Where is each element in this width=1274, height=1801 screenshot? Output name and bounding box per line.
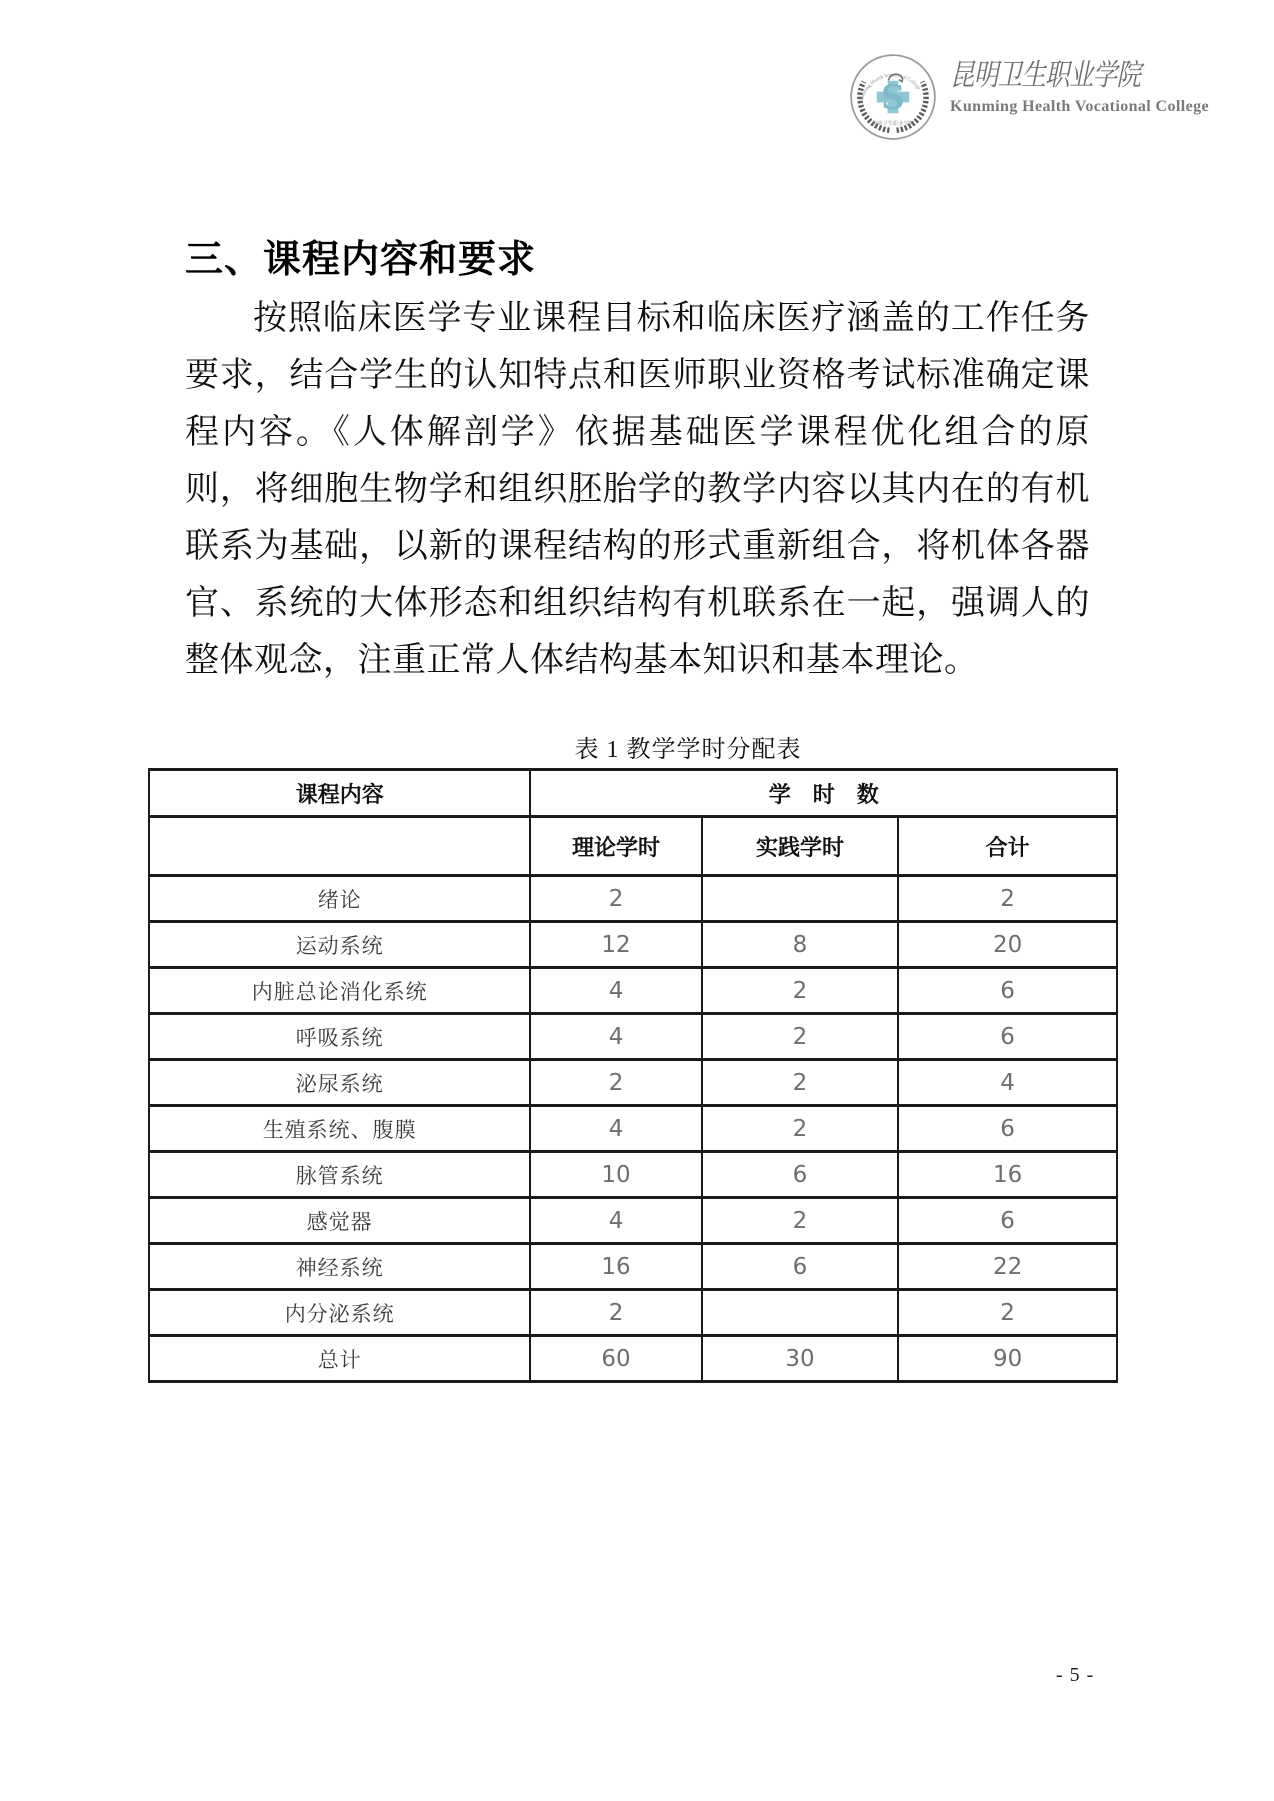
cell-total: 22: [898, 1244, 1117, 1290]
cell-course: 泌尿系统: [149, 1060, 530, 1106]
seal-arc-text: Kunming Health Vocational College: [859, 73, 921, 103]
cell-practice: 6: [702, 1152, 899, 1198]
cell-theory: 4: [530, 968, 701, 1014]
cell-practice: 2: [702, 1198, 899, 1244]
table-header-row-1: [149, 770, 1117, 817]
cell-total: 20: [898, 922, 1117, 968]
cell-course: 绪论: [149, 876, 530, 922]
seal-bottom-text: 昆明卫生职业学院: [872, 120, 914, 127]
cell-theory: 4: [530, 1106, 701, 1152]
table-row: [149, 922, 1117, 968]
cell-practice: [702, 876, 899, 922]
cell-practice: 6: [702, 1244, 899, 1290]
section-heading: 三、课程内容和要求: [185, 239, 537, 281]
table-row: [149, 1152, 1117, 1198]
cell-theory: 4: [530, 1198, 701, 1244]
table-header-row-2: [149, 817, 1117, 876]
table-row: [149, 1014, 1117, 1060]
cell-practice: 30: [702, 1336, 899, 1382]
table-row: [149, 1290, 1117, 1336]
college-name-en: Kunming Health Vocational College: [950, 98, 1209, 115]
cell-theory: 10: [530, 1152, 701, 1198]
table-row: [149, 1336, 1117, 1382]
table-row: [149, 1106, 1117, 1152]
table-row: [149, 876, 1117, 922]
teaching-hours-table: [148, 768, 1118, 1383]
cell-course: 神经系统: [149, 1244, 530, 1290]
header-total: 合计: [898, 817, 1117, 876]
header-theory: 理论学时: [530, 817, 701, 876]
cell-course: 总计: [149, 1336, 530, 1382]
cell-practice: 8: [702, 922, 899, 968]
cell-theory: 2: [530, 1290, 701, 1336]
header-empty: [149, 817, 530, 876]
table-row: [149, 968, 1117, 1014]
cell-theory: 4: [530, 1014, 701, 1060]
cell-theory: 2: [530, 876, 701, 922]
header-hours-group: 学 时 数: [530, 770, 1117, 817]
cell-course: 内脏总论消化系统: [149, 968, 530, 1014]
cell-practice: 2: [702, 1106, 899, 1152]
cell-total: 90: [898, 1336, 1117, 1382]
cell-practice: [702, 1290, 899, 1336]
college-logo: [848, 52, 1209, 142]
header-course: 课程内容: [149, 770, 530, 817]
seal-snake-letter: S: [881, 78, 905, 117]
cell-theory: 60: [530, 1336, 701, 1382]
cell-total: 2: [898, 876, 1117, 922]
cell-course: 脉管系统: [149, 1152, 530, 1198]
cell-practice: 2: [702, 1014, 899, 1060]
cell-total: 6: [898, 1014, 1117, 1060]
table-row: [149, 1244, 1117, 1290]
cell-course: 内分泌系统: [149, 1290, 530, 1336]
cell-practice: 2: [702, 1060, 899, 1106]
cell-total: 16: [898, 1152, 1117, 1198]
cell-course: 生殖系统、腹膜: [149, 1106, 530, 1152]
cell-total: 6: [898, 1106, 1117, 1152]
cell-theory: 16: [530, 1244, 701, 1290]
section-paragraph: 按照临床医学专业课程目标和临床医疗涵盖的工作任务要求，结合学生的认知特点和医师职业资格考试标准确定课程内容。《人体解剖学》依据基础医学课程优化组合的原则，将细胞生物学和组织胚胎学的教学内容以其内在的有机联系为基础，以新的课程结构的形式重新组合，将机体各器官、系统的大体形态和组织结构有机联系在一起，强调人的整体观念，注重正常人体结构基本知识和基本理论。: [185, 300, 1090, 679]
college-name-zh: 昆明卫生职业学院: [950, 59, 1141, 92]
cell-course: 呼吸系统: [149, 1014, 530, 1060]
table-caption: 表 1 教学学时分配表: [574, 737, 802, 763]
cell-total: 6: [898, 1198, 1117, 1244]
cell-total: 4: [898, 1060, 1117, 1106]
table-row: [149, 1060, 1117, 1106]
college-name-block: [950, 52, 1209, 116]
cell-total: 6: [898, 968, 1117, 1014]
cell-course: 感觉器: [149, 1198, 530, 1244]
cell-theory: 2: [530, 1060, 701, 1106]
cell-theory: 12: [530, 922, 701, 968]
cell-total: 2: [898, 1290, 1117, 1336]
hours-table-body: [149, 770, 1117, 1382]
table-row: [149, 1198, 1117, 1244]
cell-practice: 2: [702, 968, 899, 1014]
header-practice: 实践学时: [702, 817, 899, 876]
cell-course: 运动系统: [149, 922, 530, 968]
page-number: - 5 -: [1056, 1664, 1095, 1686]
college-seal-icon: [848, 52, 938, 142]
